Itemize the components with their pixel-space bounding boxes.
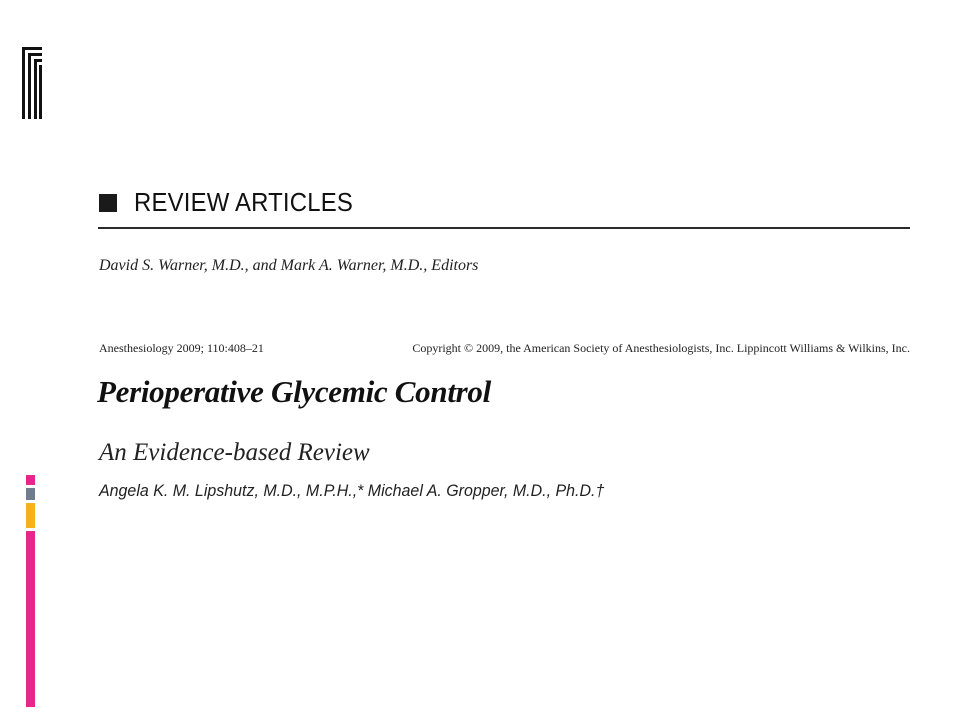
accent-bar-pink-top [26,475,35,485]
section-divider [98,227,910,229]
slide-corner-logo-icon [22,47,42,119]
section-header [99,187,372,218]
article-title: Perioperative Glycemic Control [97,374,491,409]
editors-line: David S. Warner, M.D., and Mark A. Warner, M.D., Editors [99,257,479,274]
accent-bar-gold [26,503,35,528]
section-square-icon [99,194,117,212]
section-label: REVIEW ARTICLES [134,187,353,217]
article-authors: Angela K. M. Lipshutz, M.D., M.P.H.,* Michael A. Gropper, M.D., Ph.D.† [99,481,605,500]
journal-citation: Anesthesiology 2009; 110:408–21 [99,341,264,355]
accent-bar-pink-long [26,531,35,707]
accent-bar-slate [26,488,35,500]
article-subtitle: An Evidence-based Review [99,439,370,466]
copyright-notice: Copyright © 2009, the American Society of Anesthesiologists, Inc. Lippincott Williams & Wilkins, Inc. [412,341,910,355]
